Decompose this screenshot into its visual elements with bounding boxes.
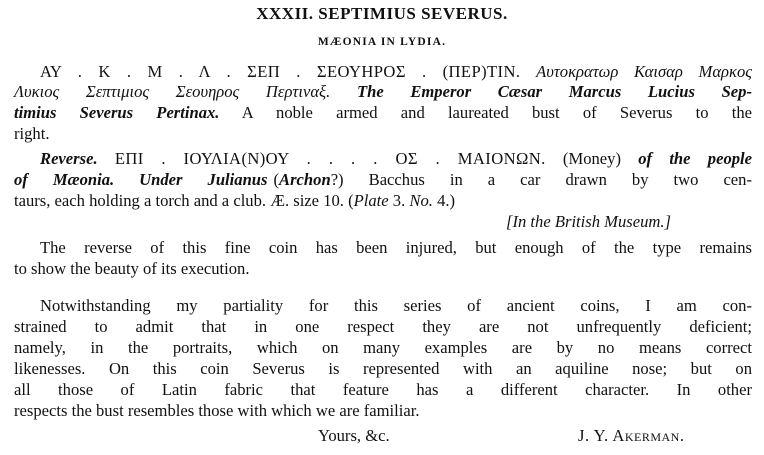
para2-line-5: all those of Latin fabric that feature has a different character. In other: [14, 380, 752, 399]
reverse-line-1: [40, 149, 752, 169]
article-subtitle: MÆONIA IN LYDIA.: [317, 36, 447, 48]
obverse-line-3: [14, 103, 752, 123]
para2-line-3: namely, in the portraits, which on many examples are by no means correct: [14, 338, 752, 357]
reverse-translation: of the people: [638, 149, 753, 168]
reverse-translation-cont: of Mæonia. Under Julianus: [14, 170, 268, 189]
plate-label: Plate: [353, 191, 389, 210]
obverse-line-4: right.: [14, 124, 50, 143]
reverse-legend: ΕΠΙ . ΙΟΥΛΙΑ(Ν)ΟΥ . . . . ΟΣ . ΜΑΙΟΝΩΝ.: [114, 149, 546, 168]
para2-line-4: likenesses. On this coin Severus is represented with an aquiline nose; but on: [14, 359, 752, 378]
obverse-line-1: [40, 62, 752, 82]
signoff-yours: Yours, &c.: [318, 426, 390, 445]
plate-number: 3.: [392, 191, 406, 210]
obverse-line-2: [14, 82, 752, 102]
archon-open-paren: (: [273, 170, 280, 189]
obverse-greek-expansion-cont: Λυκιος Σεπτιμιος Σεουηρος Περτιναξ.: [14, 82, 331, 101]
archon-close-paren: ?): [330, 170, 344, 189]
para1-line-1: The reverse of this fine coin has been injured, but enough of the type remains: [40, 238, 752, 257]
museum-location: [In the British Museum.]: [506, 212, 672, 231]
plate-no-label: No.: [409, 191, 433, 210]
para2-line-2: strained to admit that in one respect they are not unfrequently deficient;: [14, 317, 752, 336]
reverse-line-2: [14, 170, 752, 190]
plate-no-value: 4.): [437, 191, 456, 210]
article-title: XXXII. SEPTIMIUS SEVERUS.: [256, 4, 508, 23]
reverse-label: Reverse.: [40, 149, 98, 168]
para2-line-1: Notwithstanding my partiality for this series of ancient coins, I am con-: [40, 296, 752, 315]
para1-line-2: to show the beauty of its execution.: [14, 259, 250, 278]
reverse-line-3: [14, 191, 455, 211]
obverse-translation-cont: timius Severus Pertinax.: [14, 103, 220, 122]
reverse-description-cont: taurs, each holding a torch and a club. Æ. size 10. (: [14, 191, 354, 210]
obverse-legend: ΑΥ . Κ . Μ . Λ . ΣΕΠ . ΣΕΟΥΗΡΟΣ . (ΠΕΡ)ΤΙΝ.: [40, 62, 521, 81]
reverse-description: Bacchus in a car drawn by two cen-: [368, 170, 752, 189]
para2-line-6: respects the bust resembles those with which we are familiar.: [14, 401, 420, 420]
signoff-author: J. Y. Akerman.: [578, 426, 685, 445]
obverse-greek-expansion: Αυτοκρατωρ Καισαρ Μαρκος: [536, 62, 752, 81]
archon-word: Archon: [279, 170, 331, 189]
reverse-money: (Money): [562, 149, 621, 168]
obverse-description: A noble armed and laureated bust of Severus to the: [241, 103, 752, 122]
obverse-translation: The Emperor Cæsar Marcus Lucius Sep-: [356, 82, 752, 101]
